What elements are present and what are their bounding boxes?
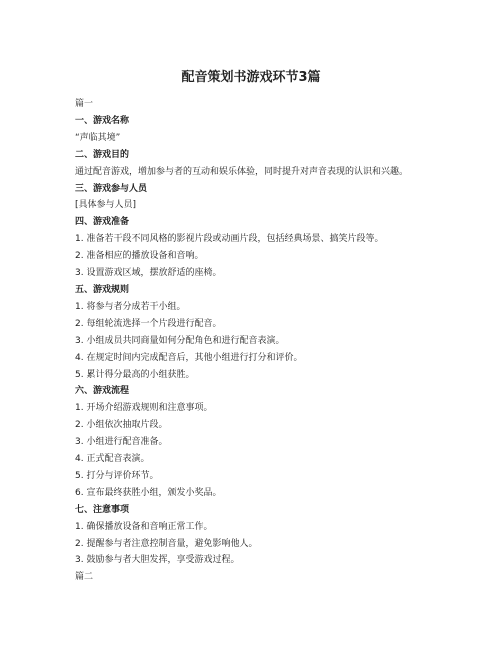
body-line: 2. 小组依次抽取片段。 [75, 420, 168, 431]
body-line: 1. 将参与者分成若干小组。 [75, 301, 186, 312]
section-heading: 四、游戏准备 [75, 217, 130, 228]
body-line: [具体参与人员] [75, 200, 137, 211]
body-line: 2. 每组轮流选择一个片段进行配音。 [75, 318, 222, 329]
body-line: 1. 准备若干段不同风格的影视片段或动画片段，包括经典场景、搞笑片段等。 [75, 234, 384, 245]
body-line: 2. 提醒参与者注意控制音量，避免影响他人。 [75, 538, 258, 549]
body-line: “声临其境” [75, 132, 121, 143]
section-heading: 二、游戏目的 [75, 149, 130, 160]
document-body [75, 96, 485, 586]
body-line: 篇二 [75, 572, 94, 583]
body-line: 2. 准备相应的播放设备和音响。 [75, 251, 204, 262]
section-heading: 三、游戏参与人员 [75, 183, 148, 194]
body-line: 4. 在规定时间内完成配音后，其他小组进行打分和评价。 [75, 352, 303, 363]
body-line: 通过配音游戏，增加参与者的互动和娱乐体验，同时提升对声音表现的认识和兴趣。 [75, 166, 409, 177]
section-heading: 七、注意事项 [75, 504, 130, 515]
section-heading: 五、游戏规则 [75, 284, 130, 295]
body-line: 4. 正式配音表演。 [75, 454, 150, 465]
body-line: 3. 设置游戏区域，摆放舒适的座椅。 [75, 268, 222, 279]
body-line: 篇一 [75, 99, 94, 109]
body-line: 3. 鼓励参与者大胆发挥，享受游戏过程。 [75, 555, 240, 566]
body-line: 5. 累计得分最高的小组获胜。 [75, 369, 195, 380]
body-line: 1. 确保播放设备和音响正常工作。 [75, 521, 213, 532]
body-line: 1. 开场介绍游戏规则和注意事项。 [75, 403, 213, 414]
body-line: 5. 打分与评价环节。 [75, 470, 159, 481]
body-line: 3. 小组成员共同商量如何分配角色和进行配音表演。 [75, 335, 285, 346]
body-line: 3. 小组进行配音准备。 [75, 437, 168, 448]
body-line: 6. 宣布最终获胜小组，颁发小奖品。 [75, 487, 222, 498]
document-title: 配音策划书游戏环节3篇 [181, 70, 321, 85]
section-heading: 一、游戏名称 [75, 115, 130, 126]
section-heading: 六、游戏流程 [75, 386, 130, 397]
